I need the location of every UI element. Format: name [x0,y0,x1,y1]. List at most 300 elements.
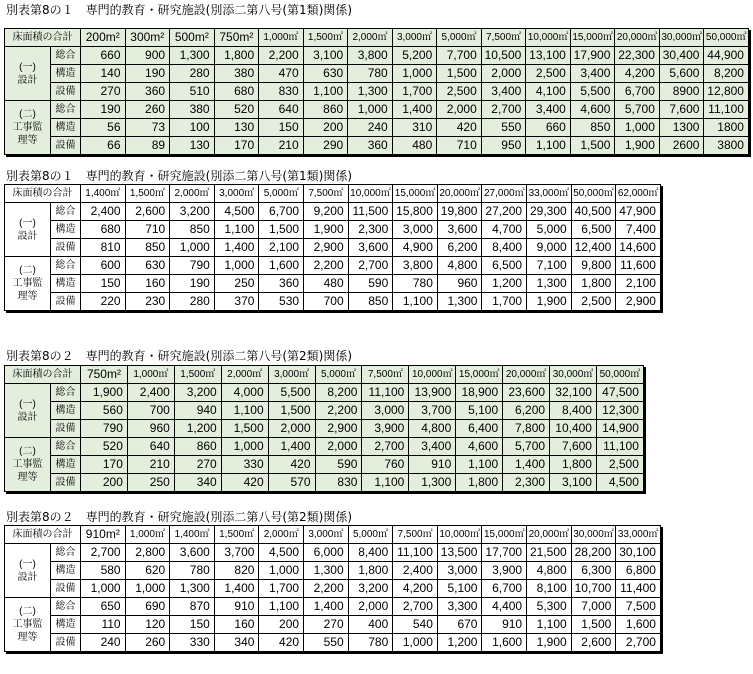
table-cell: 4,200 [393,580,438,598]
table-cell: 1,800 [456,474,503,492]
column-header: 2,000㎡ [259,526,304,544]
table-row [5,634,661,652]
table-cell: 270 [304,616,349,634]
table-cell: 910 [214,598,259,616]
table-cell: 4,600 [570,101,615,119]
table-cell: 9,200 [304,203,349,221]
table-cell: 830 [259,83,304,101]
table-cell: 1,500 [571,616,616,634]
column-header: 750m² [81,366,128,384]
table-cell: 14,900 [596,420,643,438]
table-cell: 1,400 [503,456,550,474]
table-cell: 130 [214,119,259,137]
table-cell: 170 [214,137,259,155]
table-cell: 310 [392,119,437,137]
table-cell: 3,100 [550,474,597,492]
table-cell: 660 [81,47,126,65]
table-cell: 5,700 [615,101,660,119]
table-cell: 13,900 [409,384,456,402]
table-cell: 1,900 [527,293,572,311]
table-cell: 1,100 [214,221,259,239]
table-cell: 3,400 [481,83,526,101]
table-cell: 630 [125,257,170,275]
table-cell: 1300 [659,119,704,137]
row-label: 総合 [51,544,81,562]
table-title: 別表第8の１ 専門的教育・研究施設(別添二第八号(第1類)関係) [6,169,352,183]
table-cell: 4,500 [214,203,259,221]
table-cell: 11,100 [704,101,749,119]
row-label: 設備 [51,293,81,311]
table-cell: 2,700 [393,598,438,616]
table-cell: 1,100 [303,83,348,101]
table-cell: 630 [303,65,348,83]
table-cell: 2,200 [315,402,362,420]
table-cell: 140 [81,65,126,83]
table-cell: 11,500 [348,203,393,221]
row-label: 総合 [51,598,81,616]
table-cell: 1,500 [437,65,482,83]
fee-table [4,525,661,652]
table-cell: 2,500 [596,456,643,474]
table-cell: 2,400 [393,562,438,580]
table-cell: 1,500 [570,137,615,155]
corner-header: 床面積の合計 [5,526,81,544]
column-header: 3,000㎡ [268,366,315,384]
table-cell: 170 [81,456,128,474]
table-row [5,293,661,311]
column-header: 7,500㎡ [481,29,526,47]
table-cell: 900 [125,47,170,65]
table-row [5,47,749,65]
table-cell: 29,300 [527,203,572,221]
row-label: 構造 [51,65,81,83]
table-cell: 340 [174,474,221,492]
column-header: 2,000㎡ [221,366,268,384]
table-cell: 1,100 [527,616,572,634]
table-cell: 190 [170,275,215,293]
column-header: 3,000㎡ [392,29,437,47]
table-cell: 2,200 [304,580,349,598]
table-cell: 2,000 [348,598,393,616]
table-row [5,83,749,101]
table-cell: 44,900 [704,47,749,65]
row-group-label: (二) 工事監 理等 [5,257,51,311]
table-cell: 2,700 [616,634,661,652]
table-cell: 790 [81,420,128,438]
table-cell: 3,700 [214,544,259,562]
table-row [5,239,661,257]
table-cell: 15,800 [393,203,438,221]
table-cell: 700 [304,293,349,311]
table-cell: 3,100 [303,47,348,65]
table-cell: 2,100 [616,275,661,293]
table-cell: 710 [437,137,482,155]
column-header: 33,000㎡ [616,526,661,544]
table-cell: 960 [437,275,482,293]
column-header: 1,400㎡ [170,526,215,544]
table-cell: 6,200 [503,402,550,420]
table-cell: 380 [170,101,215,119]
table-cell: 2,400 [81,203,126,221]
column-header: 33,000㎡ [527,185,572,203]
table-cell: 1,100 [456,456,503,474]
table-cell: 260 [125,634,170,652]
table-cell: 4,800 [409,420,456,438]
table-cell: 1,700 [482,293,527,311]
table-cell: 1,800 [550,456,597,474]
column-header: 500m² [170,29,215,47]
table-row [5,598,661,616]
table-cell: 2,000 [437,101,482,119]
column-header: 3,000㎡ [304,526,349,544]
table-cell: 330 [170,634,215,652]
table-cell: 1,900 [81,384,128,402]
table-cell: 600 [81,257,126,275]
table-cell: 190 [125,65,170,83]
column-header: 300m² [125,29,170,47]
row-label: 総合 [51,384,81,402]
table-cell: 2,700 [348,257,393,275]
table-cell: 2,900 [616,293,661,311]
header-row [5,185,661,203]
column-header: 10,000㎡ [526,29,571,47]
table-cell: 940 [174,402,221,420]
column-header: 27,000㎡ [482,185,527,203]
table-cell: 2,200 [259,47,304,65]
column-header: 1,500㎡ [214,526,259,544]
table-cell: 650 [81,598,126,616]
table-cell: 3,200 [174,384,221,402]
table-cell: 2,800 [125,544,170,562]
row-label: 構造 [51,562,81,580]
row-label: 構造 [51,616,81,634]
table-cell: 6,500 [482,257,527,275]
table-cell: 1,900 [527,634,572,652]
table-cell: 160 [214,616,259,634]
column-header: 50,000㎡ [571,185,616,203]
table-cell: 850 [125,239,170,257]
table-cell: 760 [362,456,409,474]
row-label: 総合 [51,47,81,65]
table-cell: 5,700 [503,438,550,456]
column-header: 20,000㎡ [437,185,482,203]
table-cell: 3,600 [348,239,393,257]
table-cell: 120 [125,616,170,634]
table-cell: 11,600 [616,257,661,275]
table-cell: 11,400 [616,580,661,598]
table-cell: 360 [259,275,304,293]
table-cell: 4,900 [393,239,438,257]
table-cell: 1,100 [393,293,438,311]
column-header: 15,000㎡ [482,526,527,544]
table-cell: 1,100 [221,402,268,420]
table-row [5,616,661,634]
table-cell: 3,200 [170,203,215,221]
table-cell: 23,600 [503,384,550,402]
table-cell: 8,400 [348,544,393,562]
table-cell: 780 [170,562,215,580]
row-label: 構造 [51,275,81,293]
table-cell: 1,400 [214,239,259,257]
row-label: 構造 [51,221,81,239]
table-cell: 6,700 [482,580,527,598]
table-row [5,257,661,275]
column-header: 30,000㎡ [571,526,616,544]
table-cell: 850 [170,221,215,239]
table-cell: 4,800 [527,562,572,580]
table-row [5,456,644,474]
table-cell: 1,000 [125,580,170,598]
table-cell: 3,200 [348,580,393,598]
column-header: 5,000㎡ [259,185,304,203]
table-cell: 12,300 [596,402,643,420]
table-cell: 280 [170,293,215,311]
table-cell: 2,300 [348,221,393,239]
table-cell: 1,800 [214,47,259,65]
table-cell: 9,800 [571,257,616,275]
table-cell: 370 [214,293,259,311]
table-cell: 5,500 [268,384,315,402]
column-header: 5,000㎡ [437,29,482,47]
table-cell: 1,500 [221,420,268,438]
table-cell: 1,100 [362,474,409,492]
column-header: 1,500㎡ [125,185,170,203]
table-cell: 3,700 [409,402,456,420]
table-cell: 40,500 [571,203,616,221]
table-cell: 1,300 [304,562,349,580]
fee-table [4,184,661,311]
table-cell: 470 [259,65,304,83]
table-cell: 790 [170,257,215,275]
table-cell: 3,000 [362,402,409,420]
table-cell: 6,500 [571,221,616,239]
table-cell: 89 [125,137,170,155]
table-cell: 1,400 [268,438,315,456]
table-cell: 1,700 [392,83,437,101]
table-cell: 950 [481,137,526,155]
table-cell: 1,300 [348,83,393,101]
table-cell: 870 [170,598,215,616]
table-cell: 1,600 [482,634,527,652]
table-cell: 10,500 [481,47,526,65]
table-cell: 360 [125,83,170,101]
table-cell: 14,600 [616,239,661,257]
table-cell: 4,100 [526,83,571,101]
row-label: 設備 [51,137,81,155]
table-cell: 7,500 [616,598,661,616]
table-cell: 1,800 [571,275,616,293]
table-cell: 8,200 [704,65,749,83]
table-cell: 1,400 [214,580,259,598]
row-label: 設備 [51,239,81,257]
table-cell: 10,400 [550,420,597,438]
table-cell: 5,200 [392,47,437,65]
table-cell: 1,500 [268,402,315,420]
column-header: 15,000㎡ [570,29,615,47]
row-label: 総合 [51,203,81,221]
row-group-label: (二) 工事監 理等 [5,598,51,652]
table-cell: 4,000 [221,384,268,402]
table-cell: 190 [81,101,126,119]
column-header: 1,500㎡ [174,366,221,384]
table-cell: 580 [81,562,126,580]
table-cell: 30,400 [659,47,704,65]
table-cell: 4,800 [437,257,482,275]
table-cell: 420 [268,456,315,474]
column-header: 5,000㎡ [348,526,393,544]
table-cell: 1,000 [348,101,393,119]
table-cell: 2,000 [315,438,362,456]
column-header: 7,500㎡ [362,366,409,384]
table-cell: 420 [437,119,482,137]
table-row [5,580,661,598]
table-cell: 12,400 [571,239,616,257]
table-cell: 250 [127,474,174,492]
column-header: 50,000㎡ [704,29,749,47]
row-group-label: (二) 工事監 理等 [5,438,51,492]
table-cell: 2,500 [526,65,571,83]
table-cell: 270 [174,456,221,474]
table-cell: 810 [81,239,126,257]
fee-table [4,365,644,492]
table-cell: 3,400 [526,101,571,119]
table-cell: 960 [127,420,174,438]
table-cell: 21,500 [527,544,572,562]
table-cell: 520 [214,101,259,119]
column-header: 750m² [214,29,259,47]
table-cell: 10,700 [571,580,616,598]
table-cell: 3,000 [437,562,482,580]
table-row [5,137,749,155]
column-header: 2,000㎡ [348,29,393,47]
table-cell: 2,700 [481,101,526,119]
table-cell: 110 [81,616,126,634]
column-header: 1,000㎡ [125,526,170,544]
table-row [5,203,661,221]
table-title: 別表第8の２ 専門的教育・研究施設(別添二第八号(第2類)関係) [6,349,352,363]
table-cell: 1,400 [304,598,349,616]
table-cell: 3,800 [348,47,393,65]
row-label: 設備 [51,474,81,492]
table-cell: 5,100 [437,580,482,598]
table-cell: 780 [348,65,393,83]
table-cell: 2600 [659,137,704,155]
table-cell: 420 [221,474,268,492]
table-cell: 160 [125,275,170,293]
column-header: 20,000㎡ [615,29,660,47]
row-label: 構造 [51,119,81,137]
table-cell: 5,000 [527,221,572,239]
table-cell: 1,000 [221,438,268,456]
table-cell: 28,200 [571,544,616,562]
table-cell: 8,200 [315,384,362,402]
row-label: 設備 [51,580,81,598]
table-cell: 680 [81,221,126,239]
table-cell: 480 [304,275,349,293]
table-cell: 210 [127,456,174,474]
table-cell: 550 [481,119,526,137]
table-cell: 280 [170,65,215,83]
table-cell: 200 [303,119,348,137]
table-cell: 2,000 [481,65,526,83]
table-cell: 11,100 [596,438,643,456]
table-cell: 420 [259,634,304,652]
column-header: 1,000㎡ [127,366,174,384]
table-cell: 7,600 [550,438,597,456]
table-cell: 1,000 [170,239,215,257]
table-cell: 910 [482,616,527,634]
row-group-label: (一) 設計 [5,544,51,598]
table-cell: 1,100 [259,598,304,616]
table-cell: 1,400 [392,101,437,119]
table-row [5,544,661,562]
table-cell: 11,100 [393,544,438,562]
table-row [5,402,644,420]
table-title: 別表第8の１ 専門的教育・研究施設(別添二第八号(第1類)関係) [6,3,352,17]
table-cell: 11,100 [362,384,409,402]
row-group-label: (一) 設計 [5,384,51,438]
row-label: 設備 [51,634,81,652]
table-cell: 1,000 [392,65,437,83]
table-cell: 2,500 [571,293,616,311]
column-header: 1,500㎡ [303,29,348,47]
table-cell: 100 [170,119,215,137]
table-cell: 13,500 [437,544,482,562]
row-group-label: (二) 工事監 理等 [5,101,51,155]
table-cell: 850 [348,293,393,311]
table-cell: 4,500 [259,544,304,562]
table-cell: 1,000 [214,257,259,275]
table-cell: 4,200 [615,65,660,83]
table-cell: 400 [348,616,393,634]
table-cell: 7,800 [503,420,550,438]
table-cell: 910 [409,456,456,474]
table-row [5,275,661,293]
table-cell: 1,300 [409,474,456,492]
table-cell: 1,000 [259,562,304,580]
table-cell: 590 [315,456,362,474]
table-cell: 1,000 [81,580,126,598]
corner-header: 床面積の合計 [5,185,81,203]
table-cell: 1,200 [174,420,221,438]
table-cell: 2,600 [125,203,170,221]
table-cell: 680 [214,83,259,101]
table-cell: 1800 [704,119,749,137]
table-cell: 130 [170,137,215,155]
table-cell: 6,300 [571,562,616,580]
table-cell: 330 [221,456,268,474]
column-header: 10,000㎡ [437,526,482,544]
corner-header: 床面積の合計 [5,366,81,384]
table-cell: 550 [304,634,349,652]
header-row [5,29,749,47]
table-cell: 820 [214,562,259,580]
table-cell: 1,700 [259,580,304,598]
table-cell: 830 [315,474,362,492]
table-cell: 6,700 [615,83,660,101]
table-cell: 1,600 [259,257,304,275]
table-cell: 560 [81,402,128,420]
table-cell: 8,400 [482,239,527,257]
table-title: 別表第8の２ 専門的教育・研究施設(別添二第八号(第2類)関係) [6,510,352,524]
table-row [5,119,749,137]
table-cell: 3,600 [437,221,482,239]
table-cell: 5,300 [527,598,572,616]
table-row [5,562,661,580]
column-header: 20,000㎡ [503,366,550,384]
table-cell: 8,400 [550,402,597,420]
row-group-label: (一) 設計 [5,203,51,257]
